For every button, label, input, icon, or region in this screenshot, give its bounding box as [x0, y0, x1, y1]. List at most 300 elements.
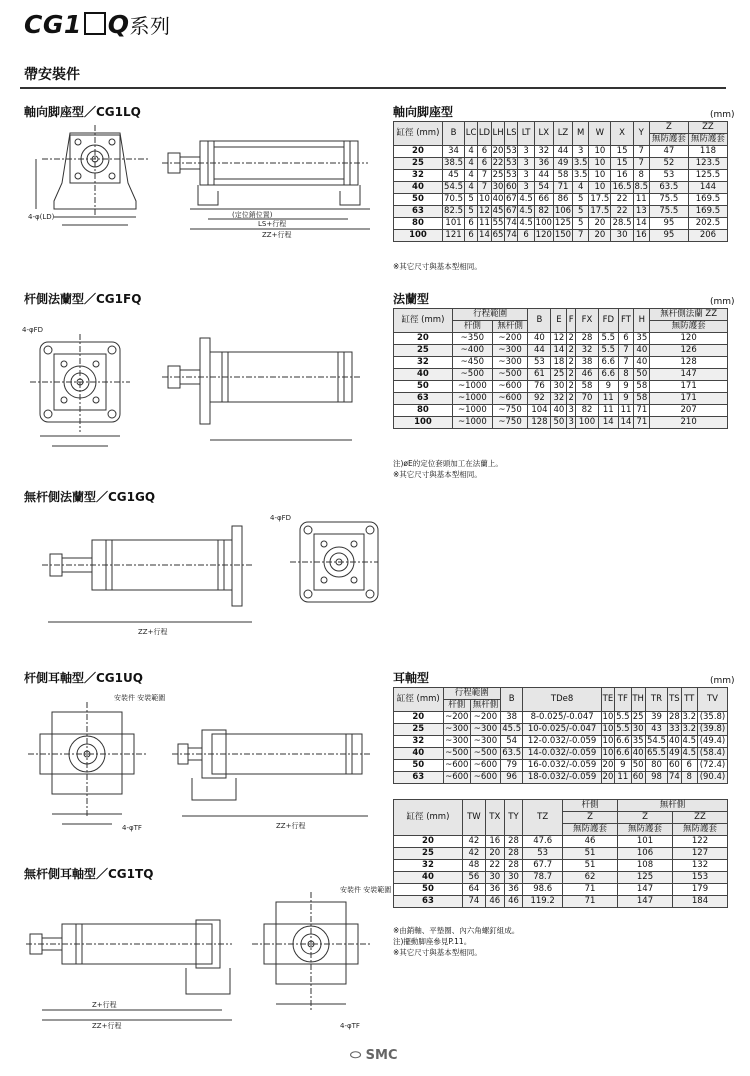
head-trunnion-drawing [22, 884, 392, 1034]
table-cell: 101 [442, 218, 464, 230]
table-cell: 17.5 [590, 206, 610, 216]
table-cell: 44 [553, 146, 572, 158]
table-cell: 10 [602, 736, 614, 746]
table-cell: 9 [599, 381, 618, 393]
col-header: W [589, 122, 611, 146]
table-cell: 210 [650, 417, 728, 429]
col-header: LD [478, 122, 492, 146]
table-cell: 5.5 [616, 724, 630, 734]
table-cell: 71 [553, 182, 572, 194]
table-cell: ~300 [443, 724, 470, 736]
table-cell: ~300 [471, 724, 501, 736]
col-header: LH [491, 122, 505, 146]
bore-cell: 63 [394, 393, 453, 405]
table-cell: 92 [528, 393, 551, 405]
flange-note-2: ※其它尺寸與基本型相同。 [393, 470, 482, 479]
table-cell: 10 [589, 182, 611, 194]
table-cell: 40 [632, 748, 644, 758]
table-cell: 5.5 [599, 345, 618, 357]
table-cell: 28 [575, 333, 598, 345]
table-row [394, 405, 728, 417]
table-cell: 2 [568, 345, 574, 355]
table-row [394, 748, 728, 760]
sub-header: 杆側 [443, 700, 470, 712]
table-cell: 5.5 [599, 333, 618, 345]
table-cell: 50 [551, 417, 567, 429]
stroke-range-header: 行程範圍 [452, 309, 527, 321]
table-cell: ~1000 [452, 417, 492, 429]
bore-cell: 32 [394, 860, 463, 872]
table-cell: 82 [534, 206, 553, 218]
trunnion-dimension-table [393, 687, 728, 784]
table-cell: ~200 [471, 712, 501, 724]
table-cell: 5 [573, 206, 589, 218]
bore-cell: 50 [394, 381, 453, 393]
table-cell: 56 [462, 872, 485, 884]
head-flange-drawing [22, 510, 377, 640]
bore-cell: 25 [394, 345, 453, 357]
bore-cell: 20 [394, 836, 463, 848]
table-cell: 50 [634, 369, 650, 381]
table-cell: 3 [518, 158, 534, 170]
table-cell: 206 [688, 230, 727, 242]
table-cell: 75.5 [649, 206, 688, 218]
table-cell: 169.5 [688, 206, 727, 218]
table-cell: 179 [672, 884, 727, 896]
table-cell: 30 [485, 872, 504, 884]
table-cell: 11 [599, 393, 618, 405]
flange-table-unit: (mm) [710, 297, 735, 307]
table-row [394, 848, 728, 860]
table-row [394, 417, 728, 429]
bore-cell: 100 [394, 230, 443, 242]
table-cell: 132 [672, 860, 727, 872]
table-cell: 32 [575, 345, 598, 357]
table-cell: 2 [568, 393, 574, 403]
table-cell: 3 [568, 417, 574, 427]
smc-logo-icon: ⬭ [350, 1048, 362, 1063]
table-cell: 2 [568, 381, 574, 391]
table-cell: 64 [462, 884, 485, 896]
table-cell: 207 [650, 405, 728, 417]
uq-range-label: 安裝件 安裝範圍 [114, 694, 166, 702]
table-cell: ~750 [492, 405, 528, 417]
table-cell: 4.5 [682, 748, 697, 758]
model-placeholder-box [84, 12, 106, 35]
table-cell: 121 [442, 230, 464, 242]
table-cell: 51 [563, 848, 618, 860]
table-cell: 25 [632, 712, 644, 722]
table-cell: 11 [615, 772, 631, 784]
trunnion-table-title: 耳軸型 [393, 671, 430, 685]
table-cell: 46 [575, 369, 598, 381]
col-header: M [573, 122, 589, 146]
table-cell: 14 [599, 417, 618, 429]
tq-hole-label: 4-φTF [340, 1022, 360, 1030]
table-cell: 48 [462, 860, 485, 872]
trunnion-note-2: 注)擺動脚座參見P.11。 [393, 937, 472, 946]
table-cell: 58 [575, 381, 598, 393]
flange-table-title: 法蘭型 [393, 292, 430, 306]
table-cell: 30 [492, 182, 504, 192]
table-cell: 128 [528, 417, 551, 429]
table-cell: 6.6 [599, 369, 618, 381]
lq-hole-label: 4-φ(LD) [28, 213, 55, 221]
col-header: TT [681, 688, 697, 712]
table-cell: 2 [568, 369, 574, 379]
table-cell: 74 [668, 772, 680, 782]
table-cell: ~600 [443, 772, 470, 784]
table-cell: ~300 [471, 736, 501, 748]
table-cell: 153 [672, 872, 727, 884]
table-row [394, 357, 728, 369]
table-row [394, 772, 728, 784]
table-cell: 14 [618, 417, 634, 429]
table-cell: 32 [534, 146, 553, 158]
table-cell: 67.7 [523, 860, 563, 872]
table-cell: 98 [645, 772, 667, 784]
bore-header: 缸徑 (mm) [394, 122, 443, 146]
table-cell: 82 [575, 405, 598, 417]
table-cell: 8 [633, 170, 649, 182]
table-cell: 53 [649, 170, 688, 182]
col-header: LX [534, 122, 553, 146]
table-row [394, 724, 728, 736]
table-cell: 86 [553, 194, 572, 206]
rod-trunnion-drawing [22, 690, 377, 840]
table-cell: 10 [479, 194, 490, 204]
title-series: 系列 [129, 14, 171, 38]
table-cell: ~600 [443, 760, 470, 772]
table-cell: 45 [442, 170, 464, 182]
table-cell: 106 [554, 206, 572, 216]
table-cell: 63.5 [502, 748, 522, 758]
table-cell: 39 [645, 712, 667, 724]
table-cell: 3.2 [682, 712, 697, 722]
table-row [394, 369, 728, 381]
foot-table-note: ※其它尺寸與基本型相同。 [393, 262, 482, 271]
col-header: LS [505, 122, 518, 146]
col-header: TF [615, 688, 631, 712]
table-row [394, 122, 728, 134]
table-cell: ~500 [471, 748, 501, 760]
section-rod-trunnion-title: 杆側耳軸型／CG1UQ [24, 671, 143, 685]
tq-range-label: 安裝件 安裝範圍 [340, 886, 392, 894]
table-cell: 150 [554, 230, 572, 240]
table-cell: 5 [573, 218, 589, 230]
table-cell: 95 [649, 230, 688, 242]
table-cell: 14 [633, 218, 649, 230]
bore-cell: 50 [394, 884, 463, 896]
bore-cell: 25 [394, 724, 444, 736]
table-cell: 3 [518, 182, 534, 194]
col-header: TH [631, 688, 645, 712]
table-cell: ~200 [492, 333, 528, 345]
table-cell: 12 [479, 206, 490, 216]
table-cell: 70.5 [444, 194, 463, 204]
table-cell: 5 [465, 194, 478, 206]
table-cell: 53 [505, 146, 517, 156]
table-cell: 60 [505, 182, 517, 192]
bore-cell: 20 [394, 146, 443, 158]
table-cell: 15 [611, 158, 633, 170]
table-cell: (35.8) [697, 712, 727, 724]
table-cell: ~600 [492, 381, 528, 393]
table-cell: 15 [611, 146, 633, 158]
col-header: F [567, 309, 576, 333]
bore-cell: 100 [394, 417, 453, 429]
table-cell: 58 [634, 393, 650, 405]
table-cell: ~300 [492, 357, 528, 369]
page-title [24, 10, 171, 39]
table-cell: 147 [618, 884, 673, 896]
table-cell: 60 [632, 772, 644, 782]
trunnion-table-unit: (mm) [710, 676, 735, 686]
table-cell: 184 [672, 896, 727, 908]
table-cell: 54 [534, 182, 553, 194]
col-header: LT [518, 122, 534, 146]
sub-header: 杆側 [452, 321, 492, 333]
table-cell: 22 [492, 158, 504, 168]
table-cell: 2 [568, 357, 574, 367]
table-cell: ~1000 [452, 393, 492, 405]
stroke-range-header: 行程範圍 [443, 688, 500, 700]
table-cell: 106 [618, 848, 673, 860]
trunnion-length-table [393, 799, 728, 908]
flange-note-1: 注)øE的定位套頭加工在法蘭上。 [393, 459, 503, 468]
col-header: LZ [553, 122, 572, 146]
table-cell: 74 [462, 896, 485, 908]
table-cell: 70 [575, 393, 598, 405]
table-cell: 123.5 [688, 158, 727, 170]
bore-cell: 40 [394, 748, 444, 760]
table-cell: 202.5 [688, 218, 727, 230]
table-cell: 20 [589, 230, 611, 242]
table-cell: 53 [528, 357, 551, 369]
table-cell: (72.4) [697, 760, 727, 772]
table-cell: 18-0.032/-0.059 [523, 772, 601, 784]
table-cell: 7 [633, 158, 649, 170]
table-cell: 169.5 [688, 194, 727, 206]
table-cell: 6 [465, 218, 478, 230]
table-cell: 144 [688, 182, 727, 194]
table-cell: 6.6 [616, 736, 630, 746]
table-cell: 4.5 [519, 194, 533, 204]
bore-cell: 50 [394, 760, 444, 772]
table-cell: 33 [668, 724, 680, 734]
table-row [394, 800, 728, 812]
foot-dimension-table [393, 121, 728, 242]
table-cell: 96 [500, 772, 522, 784]
footer-brand-text: SMC [365, 1048, 398, 1063]
table-cell: 6 [681, 760, 697, 772]
table-cell: 4 [465, 158, 478, 170]
flange-dimension-table [393, 308, 728, 429]
table-cell: 8.5 [634, 182, 649, 192]
bore-cell: 50 [394, 194, 443, 206]
table-cell: 54.5 [647, 736, 666, 746]
table-cell: 78.7 [523, 872, 563, 884]
table-cell: ~350 [452, 333, 492, 345]
table-cell: 40 [634, 345, 650, 357]
table-cell: ~600 [492, 393, 528, 405]
table-cell: 53 [523, 848, 563, 860]
table-cell: 16.5 [612, 182, 632, 192]
bore-cell: 63 [394, 206, 443, 218]
table-cell: 125.5 [688, 170, 727, 182]
table-row [394, 170, 728, 182]
bore-cell: 40 [394, 182, 443, 194]
table-cell: 125 [618, 872, 673, 884]
table-cell: 42 [462, 848, 485, 860]
table-row [394, 218, 728, 230]
uq-stroke-label: ZZ+行程 [276, 822, 306, 830]
col-header: TDe8 [523, 688, 601, 712]
table-cell: 71 [563, 884, 618, 896]
table-cell: 35 [634, 333, 650, 345]
table-cell: 98.6 [523, 884, 563, 896]
title-model-b: Q [107, 10, 130, 39]
table-cell: 20 [492, 146, 504, 156]
table-cell: 11 [479, 218, 490, 228]
table-cell: 16 [485, 836, 504, 848]
table-cell: 36 [504, 884, 523, 896]
table-cell: 17.5 [590, 194, 610, 204]
table-row [394, 230, 728, 242]
table-cell: 4 [465, 146, 478, 158]
table-cell: 7 [618, 345, 634, 357]
table-cell: 28.5 [612, 218, 632, 228]
table-cell: 53 [505, 170, 517, 180]
table-cell: (49.4) [697, 736, 727, 748]
col-header: E [551, 309, 567, 333]
table-row [394, 884, 728, 896]
table-cell: 67 [505, 194, 517, 204]
table-cell: 10 [589, 170, 611, 182]
lq-stroke2-label: ZZ+行程 [262, 231, 292, 239]
col-header: Y [633, 122, 649, 146]
table-cell: 71 [563, 896, 618, 908]
table-cell: 76 [528, 381, 551, 393]
bore-header: 缸徑 (mm) [394, 688, 444, 712]
table-cell: 3 [518, 170, 534, 182]
bore-cell: 20 [394, 333, 453, 345]
table-cell: 36 [534, 158, 553, 170]
col-header: TS [668, 688, 681, 712]
table-cell: 40 [668, 736, 680, 746]
table-cell: 13 [633, 206, 649, 218]
table-cell: 38.5 [444, 158, 463, 168]
table-cell: 51 [563, 860, 618, 872]
table-cell: 3.5 [573, 170, 588, 180]
table-cell: (58.4) [697, 748, 727, 760]
gq-stroke-label: ZZ+行程 [138, 628, 168, 636]
table-cell: 34 [442, 146, 464, 158]
sub-header: 無防護套 [618, 824, 673, 836]
trunnion-note-1: ※由銷軸、平墊圈、內六角螺釘組成。 [393, 926, 520, 935]
table-cell: 40 [492, 194, 504, 204]
table-cell: 3.2 [682, 724, 697, 734]
col-header: TV [697, 688, 727, 712]
table-row [394, 381, 728, 393]
sub-header: 無防護套 [650, 321, 728, 333]
table-cell: 40 [528, 333, 551, 345]
table-cell: 20 [602, 772, 614, 782]
table-cell: 10-0.025/-0.047 [523, 724, 601, 736]
table-cell: 147 [618, 896, 673, 908]
col-header: B [500, 688, 522, 712]
col-header: B [442, 122, 464, 146]
table-cell: 18 [551, 357, 567, 369]
table-cell: 8 [681, 772, 697, 784]
table-cell: 147 [650, 369, 728, 381]
col-header: TZ [523, 800, 563, 836]
table-row [394, 712, 728, 724]
bore-cell: 32 [394, 736, 444, 748]
table-cell: 9 [618, 381, 634, 393]
table-cell: 36 [485, 884, 504, 896]
table-cell: 49 [668, 748, 680, 758]
table-cell: 120 [650, 333, 728, 345]
table-cell: 6 [478, 158, 492, 170]
table-cell: (90.4) [697, 772, 727, 784]
table-cell: ~450 [452, 357, 492, 369]
trunnion-note-3: ※其它尺寸與基本型相同。 [393, 948, 482, 957]
header-rule [20, 87, 726, 89]
table-cell: 28 [504, 860, 523, 872]
col-header: Z [618, 812, 673, 824]
table-cell: 11 [599, 405, 618, 417]
col-header: Z [649, 122, 688, 134]
table-cell: 42 [462, 836, 485, 848]
col-header: H [634, 309, 650, 333]
table-cell: 4 [573, 182, 589, 194]
table-cell: 101 [618, 836, 673, 848]
title-model-a: CG1 [24, 10, 82, 39]
table-cell: 20 [485, 848, 504, 860]
col-header: FT [618, 309, 634, 333]
table-cell: 6 [518, 230, 534, 242]
table-cell: 16-0.032/-0.059 [523, 760, 601, 772]
table-cell: 58 [634, 381, 650, 393]
table-cell: 7 [478, 170, 492, 182]
table-cell: 82.5 [444, 206, 463, 216]
table-cell: 25 [551, 369, 567, 381]
table-row [394, 393, 728, 405]
table-cell: 9 [615, 760, 631, 772]
table-cell: 7 [618, 357, 634, 369]
table-cell: 100 [575, 417, 598, 429]
table-cell: 104 [528, 405, 551, 417]
table-cell: 14 [479, 230, 490, 240]
table-cell: 67 [505, 206, 517, 216]
table-cell: 5 [573, 194, 589, 206]
table-cell: 25 [492, 170, 504, 180]
table-cell: ~600 [471, 760, 501, 772]
foot-table-title: 軸向脚座型 [393, 105, 454, 119]
table-cell: 10 [602, 724, 614, 734]
table-cell: 6.6 [599, 357, 618, 369]
table-cell: 4 [465, 182, 478, 194]
table-cell: 6 [465, 230, 478, 242]
table-cell: 28 [504, 836, 523, 848]
bore-cell: 25 [394, 848, 463, 860]
table-cell: 38 [500, 712, 522, 724]
bore-cell: 25 [394, 158, 443, 170]
group-header: 杆側 [563, 800, 618, 812]
table-cell: 5.5 [616, 712, 630, 722]
table-cell: ~400 [452, 345, 492, 357]
